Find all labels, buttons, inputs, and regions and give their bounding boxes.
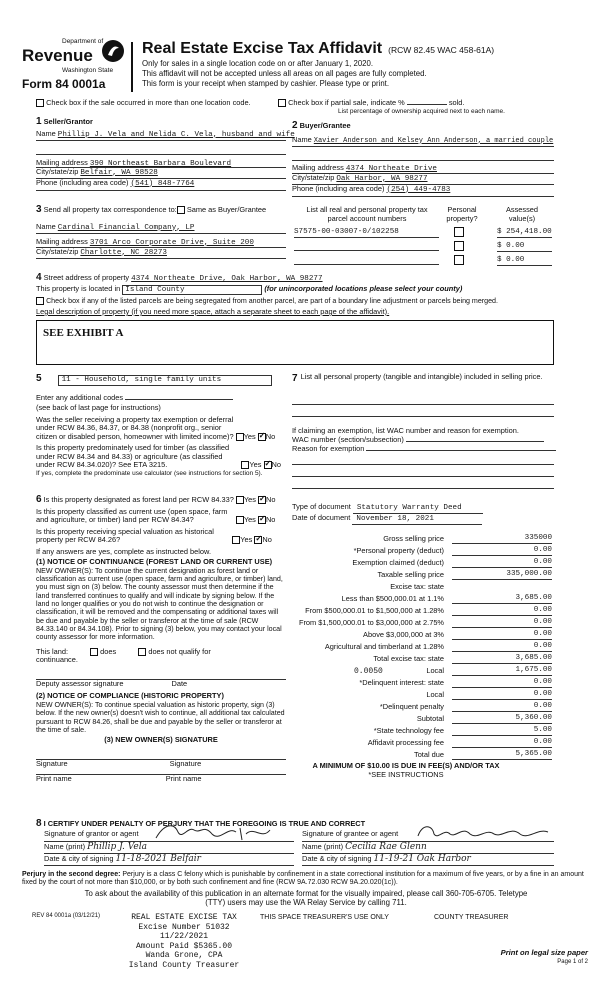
parcel-value[interactable]: $ 0.00 xyxy=(497,256,552,266)
assessed-heading-1: Assessed xyxy=(505,205,539,214)
stamp-line-6: Island County Treasurer xyxy=(128,960,240,970)
parcels-heading-2: parcel account numbers xyxy=(327,213,407,223)
corr-city[interactable]: Charlotte, NC 28273 xyxy=(80,248,167,257)
parcel-value[interactable]: $ 0.00 xyxy=(497,242,552,252)
parcels-heading-1: List all real and personal property tax xyxy=(306,205,428,214)
tax-row xyxy=(292,629,554,641)
no-label: No xyxy=(265,515,276,525)
deputy-sig-label: Deputy assessor signature xyxy=(36,678,124,688)
grantor-date-label: Date & city of signing xyxy=(44,854,114,863)
legal-description-box[interactable] xyxy=(36,320,554,365)
forest-yes-checkbox[interactable] xyxy=(236,496,244,504)
tax-row xyxy=(292,641,554,653)
tax-row-value[interactable]: 0.00 xyxy=(452,546,552,556)
does-not-checkbox[interactable] xyxy=(138,648,146,656)
minimum-note: A MINIMUM OF $10.00 IS DUE IN FEE(S) AND/OR TAX xyxy=(312,761,500,770)
buyer-section: 2 Buyer/Grantee Name Xavier Anderson and Kelsey Ann Anderson, a married couple Mailing address 4374 Northeate Drive City/state/zip Oak Harbor, WA 98277 Phone (including area code) (254) 449-4783 xyxy=(292,116,554,197)
owner-sig-label: Signature xyxy=(169,758,202,768)
notice-3-heading: (3) NEW OWNER(S) SIGNATURE xyxy=(104,735,218,745)
yes-label: Yes xyxy=(249,460,262,470)
q2-line-a: Is this property predominately used for timber (as classified xyxy=(36,443,230,453)
personal-property-heading: List all personal property (tangible and intangible) included in selling price. xyxy=(300,372,543,381)
tax-row-label: Taxable selling price xyxy=(377,570,444,579)
ownership-note: List percentage of ownership acquired next to each name. xyxy=(338,108,505,115)
yes-label: Yes xyxy=(243,515,256,525)
parcel-row xyxy=(292,228,554,240)
tax-table xyxy=(292,533,554,779)
parcel-row xyxy=(292,256,554,268)
treasurer-only: THIS SPACE TREASURER'S USE ONLY xyxy=(260,914,389,921)
certify-text: I CERTIFY UNDER PENALTY OF PERJURY THAT THE FOREGOING IS TRUE AND CORRECT xyxy=(43,819,366,828)
grantor-print-label: Name (print) xyxy=(44,842,86,851)
see-back-note: (see back of last page for instructions) xyxy=(36,403,161,413)
parcel-row xyxy=(292,242,554,254)
seller-name-label: Name xyxy=(36,128,56,138)
personal-heading-2: property? xyxy=(446,213,478,223)
does-label: does xyxy=(100,646,117,656)
doc-date-row xyxy=(292,514,482,525)
reason-label: Reason for exemption xyxy=(292,443,365,453)
partial-sale-label: Check box if partial sale, indicate % xyxy=(288,98,405,107)
segregated-label: Check box if any of the listed parcels are being segregated from another parcel, are part of a boundary line adjustment or parcels being merged. xyxy=(46,297,498,306)
q1-line-b: under RCW 84.36, 84.37, or 84.38 (nonprofit org., senior xyxy=(36,423,222,433)
see-instructions: *SEE INSTRUCTIONS xyxy=(368,769,444,779)
corr-name[interactable]: Cardinal Financial Company, LP xyxy=(57,223,195,232)
same-as-buyer-label: Same as Buyer/Grantee xyxy=(186,205,267,214)
no-label: No xyxy=(266,495,276,504)
corr-mail[interactable]: 3701 Arco Corporate Drive, Suite 200 xyxy=(89,238,254,247)
tax-row-value[interactable]: 335,000.00 xyxy=(452,570,552,580)
county-treasurer: COUNTY TREASURER xyxy=(434,914,509,921)
tax-row xyxy=(292,737,554,749)
seller-mail-label: Mailing address xyxy=(36,157,88,167)
tax-row-label: Local xyxy=(426,690,444,699)
parcel-number[interactable] xyxy=(294,256,439,265)
tax-row-value[interactable]: 0.00 xyxy=(452,558,552,568)
grantee-sig-label: Signature of grantee or agent xyxy=(302,829,399,838)
tax-row-value[interactable]: 3,685.00 xyxy=(452,654,552,664)
tax-row-value[interactable]: 0.00 xyxy=(452,738,552,748)
grantor-signature-block xyxy=(44,830,294,866)
buyer-city-label: City/state/zip xyxy=(292,172,335,182)
tax-row-label: Above $3,000,000 at 3% xyxy=(363,630,444,639)
buyer-city[interactable]: Oak Harbor, WA 98277 xyxy=(336,174,428,183)
grantor-sig-label: Signature of grantor or agent xyxy=(44,829,139,838)
owner-sig-label: Signature xyxy=(36,758,68,768)
section-7: 7 List all personal property (tangible and intangible) included in selling price. If claiming an exemption, list WAC number and reason for exemption. WAC number (section/subsection) Reason for exemption xyxy=(292,373,554,489)
alt-format-1: To ask about the availability of this publication in an alternate format for the visually impaired, please call 360-705-6705. Teletype xyxy=(84,889,528,898)
parcel-value[interactable]: $ 254,418.00 xyxy=(497,228,552,236)
q1-yes-checkbox[interactable] xyxy=(236,433,244,441)
tax-row-value[interactable]: 0.00 xyxy=(452,702,552,712)
seller-section: 1 Seller/Grantor Name Phillip J. Vela and Nelida C. Vela, husband and wife Mailing address 390 Northeast Barbara Boulevard City/state/zip Belfair, WA 98528 Phone (including area code) (541) 848-7764 xyxy=(36,116,286,191)
exemption-label: If claiming an exemption, list WAC number and reason for exemption. xyxy=(292,425,519,435)
q1-no-checkbox[interactable] xyxy=(258,433,266,441)
notice-1-body: NEW OWNER(S): To continue the current designation as forest land or classification as current use (open space, farm and agriculture, or timber) land, you must sign on (3) below. The county assessor must then determine if the land transferred continues to qualify and will indicate by signing below. If the land no longer qualifies or you do not wish to continue the designation or classification, it will be removed and the compensating or additional taxes will be due and payable by the seller or transferor at the time of sale (RCW 84.33.140 or 84.34.108). Prior to signing (3) below, you may contact your local county assessor for more information. xyxy=(36,566,283,642)
tax-row-label: Exemption claimed (deduct) xyxy=(352,558,444,567)
dept-line2: Washington State xyxy=(62,67,114,74)
tax-row-label: Less than $500,000.01 at 1.1% xyxy=(341,594,444,603)
stamp-line-4: Amount Paid $5365.00 xyxy=(135,941,232,951)
grantee-print-label: Name (print) xyxy=(302,842,344,851)
yes-label: Yes xyxy=(243,495,256,504)
section-6: 6 Is this property designated as forest land per RCW 84.33? Yes ✓ No Is this property classified as current use (open space, farm and agriculture, or timber) land per RCW 84.34? Yes ✓ No Is this property receiving special valuation as historical property per RCW 84.26? Yes ✓ No If any answers are yes, complete as instructed below. (1) NOTICE OF CONTINUANCE (FOREST LAND OR CURRENT USE) NEW OWNER(S): To continue the current designation as forest land or classification as current use (open space, farm and agriculture, or timber) land, you must sign on (3) below. The county assessor must then determine if the land transferred continues to qualify and will indicate by signing below. If the land no longer qualifies or you do not wish to continue the designation or classification, it will be removed and the compensating or additional taxes will be due and payable by the seller or transferor at the time of sale (RCW 84.33.140 or 84.34.108). Prior to signing (3) below, you may contact your local county assessor for more information. This land: does does not qualify for continuance. Deputy assessor signature Date (2) NOTICE OF COMPLIANCE (HISTORIC PROPERTY) NEW OWNER(S): To continue special valuation as historic property, sign (3) below. If the new owner(s) doesn't wish to continue, all additional tax calculated pursuant to RCW 84.26, shall be due and payable by the seller or transferor at the time of sale. (3) NEW OWNER(S) SIGNATURE Signature Signature Print name Print name xyxy=(36,494,286,784)
q2-line-d: If yes, complete the predominate use calculator (see instructions for section 5). xyxy=(36,469,263,477)
instruction-1: Only for sales in a single location code on or after January 1, 2020. xyxy=(142,59,374,68)
sold-label: sold. xyxy=(448,98,465,107)
buyer-phone[interactable]: (254) 449-4783 xyxy=(386,185,451,194)
grantee-signature-block xyxy=(302,830,554,866)
section-5: 5 11 - Household, single family units Enter any additional codes (see back of last page for instructions) Was the seller receiving a property tax exemption or deferral under RCW 84.36, 84.37, or 84.38 (nonprofit org., senior citizen or disabled person, homeowner with limited income)? Yes ✓ No Is this property predominately used for timber (as classified under RCW 84.34 and 84.33) or agriculture (as classified under RCW 84.34.020)? See ETA 3215. Yes ✓ No If yes, complete the predominate use calculator (see instructions for section 5). xyxy=(36,373,286,477)
seller-city-label: City/state/zip xyxy=(36,166,79,176)
legal-description-label: Legal description of property (if you need more space, attach a separate sheet to each page of the affidavit). xyxy=(36,306,390,316)
tax-row xyxy=(292,713,554,725)
tax-row-label: *Delinquent penalty xyxy=(379,702,444,711)
form-title: Real Estate Excise Tax Affidavit xyxy=(142,40,383,57)
buyer-mail-label: Mailing address xyxy=(292,162,344,172)
tax-row xyxy=(292,557,554,569)
perjury-note xyxy=(22,871,590,887)
buyer-phone-label: Phone (including area code) xyxy=(292,183,385,193)
local-tax-row xyxy=(292,665,554,677)
parcel-personal-checkbox[interactable] xyxy=(454,255,464,265)
notice-1-heading: (1) NOTICE OF CONTINUANCE (FOREST LAND OR CURRENT USE) xyxy=(36,557,273,567)
located-label: This property is located in xyxy=(36,283,121,293)
q2-line-c: under RCW 84.34.020)? See ETA 3215. xyxy=(36,460,168,470)
seller-mail[interactable]: 390 Northeast Barbara Boulevard xyxy=(89,159,232,168)
tax-row xyxy=(292,677,554,689)
tax-row-label: Affidavit processing fee xyxy=(367,738,444,747)
tax-row-label: *State technology fee xyxy=(373,726,444,735)
partial-sale-check[interactable] xyxy=(278,99,464,108)
use-code-select[interactable]: 11 - Household, single family units xyxy=(58,375,272,386)
seller-city[interactable]: Belfair, WA 98528 xyxy=(80,168,158,177)
seller-name[interactable]: Phillip J. Vela and Nelida C. Vela, husband and wife xyxy=(57,130,295,139)
county-select[interactable]: Island County xyxy=(122,285,262,296)
historic-q-a: Is this property receiving special valuation as historical xyxy=(36,526,214,536)
tax-row-label: Total due xyxy=(414,750,444,759)
no-label: No xyxy=(265,431,276,441)
tax-row-value[interactable]: 0.00 xyxy=(452,630,552,640)
doc-date[interactable]: November 18, 2021 xyxy=(352,515,482,525)
unincorp-note: (for unincorporated locations please select your county) xyxy=(264,283,463,293)
deputy-date-label: Date xyxy=(171,678,188,688)
corr-name-label: Name xyxy=(36,221,56,231)
buyer-name-label: Name xyxy=(292,134,312,144)
grantor-date[interactable]: 11-18-2021 Belfair xyxy=(115,854,201,864)
form-citation: (RCW 82.45 WAC 458-61A) xyxy=(388,45,495,55)
seller-phone[interactable]: (541) 848-7764 xyxy=(130,179,195,188)
multi-location-label: Check box if the sale occurred in more than one location code. xyxy=(46,98,251,107)
tax-row xyxy=(292,701,554,713)
local-label: Local xyxy=(426,666,444,675)
header xyxy=(22,38,582,98)
owner-print-label: Print name xyxy=(165,774,202,784)
q2-no-checkbox[interactable] xyxy=(264,461,272,469)
historic-q-b: property per RCW 84.26? xyxy=(36,535,121,545)
does-checkbox[interactable] xyxy=(90,648,98,656)
stamp-line-1: REAL ESTATE EXCISE TAX xyxy=(131,913,237,922)
segregated-checkbox[interactable] xyxy=(36,297,44,305)
grantor-print[interactable]: Phillip J. Vela xyxy=(87,842,148,852)
form-number: Form 84 0001a xyxy=(22,77,106,91)
tax-row xyxy=(292,581,554,593)
buyer-mail[interactable]: 4374 Northeate Drive xyxy=(345,164,437,173)
owner-print-label: Print name xyxy=(36,774,72,784)
tax-row-value[interactable]: 5.00 xyxy=(452,726,552,736)
treasurer-stamp xyxy=(110,913,258,971)
current-use-q-b: and agriculture, or timber) land per RCW 84.34? xyxy=(36,515,194,525)
notice-2-heading: (2) NOTICE OF COMPLIANCE (HISTORIC PROPERTY) xyxy=(36,691,224,701)
buyer-name[interactable]: Xavier Anderson and Kelsey Ann Anderson, a married couple xyxy=(313,136,554,145)
tax-row-label: From $1,500,000.01 to $3,000,000 at 2.75% xyxy=(298,618,444,627)
tax-row-value[interactable]: 5,360.00 xyxy=(452,714,552,724)
page-number: Page 1 of 2 xyxy=(557,959,588,965)
grantee-print[interactable]: Cecilia Rae Glenn xyxy=(345,842,427,852)
dept-line1: Department of xyxy=(62,38,104,45)
tax-row-label: Gross selling price xyxy=(383,534,444,543)
tax-row-label: *Personal property (deduct) xyxy=(353,546,444,555)
tax-row-value[interactable]: 335000 xyxy=(452,534,552,544)
multi-location-checkbox[interactable] xyxy=(36,99,44,107)
dept-name: Revenue xyxy=(22,46,93,65)
street-address[interactable]: 4374 Northeate Drive, Oak Harbor, WA 98277 xyxy=(131,275,323,283)
yes-label: Yes xyxy=(240,535,253,545)
corr-mail-label: Mailing address xyxy=(36,236,88,246)
tax-row-value[interactable]: 3,685.00 xyxy=(452,594,552,604)
exhibit-text: SEE EXHIBIT A xyxy=(43,327,124,339)
stamp-line-3: 11/22/2021 xyxy=(159,932,208,942)
additional-codes-label: Enter any additional codes xyxy=(36,392,124,402)
current-use-q-a: Is this property classified as current use (open space, farm xyxy=(36,506,228,516)
tax-row-label: Excise tax: state xyxy=(390,582,444,591)
wac-label: WAC number (section/subsection) xyxy=(292,435,404,445)
q1-line-a: Was the seller receiving a property tax exemption or deferral xyxy=(36,414,234,424)
historic-yes-checkbox[interactable] xyxy=(232,536,240,544)
tax-row-value[interactable]: 0.00 xyxy=(452,618,552,628)
tax-row xyxy=(292,617,554,629)
no-label: No xyxy=(262,535,272,545)
tax-row xyxy=(292,689,554,701)
tax-row-label: Subtotal xyxy=(416,714,444,723)
grantor-signature[interactable] xyxy=(154,820,294,844)
continuance-label: continuance. xyxy=(36,655,78,665)
no-label: No xyxy=(271,460,281,470)
legal-size-note: Print on legal size paper xyxy=(500,948,588,957)
tax-row-value[interactable]: 5,365.00 xyxy=(452,750,552,760)
multi-location-check[interactable] xyxy=(36,99,251,108)
tax-row-value[interactable]: 0.00 xyxy=(452,606,552,616)
q1-line-c: citizen or disabled person, homeowner with limited income)? xyxy=(36,431,234,441)
local-rate: 0.0050 xyxy=(354,667,383,676)
revision: REV 84 0001a (03/12/21) xyxy=(32,913,101,919)
doc-type-label: Type of document xyxy=(292,502,351,511)
seller-phone-label: Phone (including area code) xyxy=(36,177,129,187)
tax-row xyxy=(292,749,554,761)
perjury-lead: Perjury in the second degree: xyxy=(22,871,121,878)
stamp-line-2: Excise Number 51032 xyxy=(138,922,230,932)
tax-row-value[interactable]: 0.00 xyxy=(452,642,552,652)
instruction-3: This form is your receipt when stamped by cashier. Please type or print. xyxy=(142,79,390,88)
form-title-row xyxy=(142,40,494,58)
alt-format-2: (TTY) users may use the WA Relay Service by calling 711. xyxy=(205,898,407,908)
buyer-heading: Buyer/Grantee xyxy=(299,121,351,130)
alt-format-note xyxy=(22,889,590,908)
tax-row xyxy=(292,605,554,617)
doc-type[interactable]: Statutory Warranty Deed xyxy=(353,504,483,514)
grantee-date-label: Date & city of signing xyxy=(302,854,372,863)
q2-line-b: under RCW 84.34 and 84.33) or agriculture (as classified xyxy=(36,451,223,461)
tax-row-label: Agricultural and timberland at 1.28% xyxy=(324,642,444,651)
yes-label: Yes xyxy=(243,431,256,441)
tax-row-value[interactable] xyxy=(452,582,552,592)
tax-row-label: Total excise tax: state xyxy=(373,654,444,663)
tax-row-value[interactable]: 0.00 xyxy=(452,690,552,700)
property-section: 4 Street address of property 4374 Northeate Drive, Oak Harbor, WA 98277 This property is located in Island County (for unincorporated locations please select your county) Check box if any of the listed parcels are being segregated from another parcel, are part of a boundary line adjustment or parcels being merged. Legal description of property (if you need more space, attach a separate sheet to each page of the affidavit). xyxy=(36,272,566,316)
forest-question: Is this property designated as forest land per RCW 84.33? xyxy=(43,495,234,504)
street-label: Street address of property xyxy=(43,273,130,282)
tax-row-label: From $500,000.01 to $1,500,000 at 1.28% xyxy=(305,606,444,615)
tax-row-label: *Delinquent interest: state xyxy=(359,678,444,687)
seller-heading: Seller/Grantor xyxy=(43,117,93,126)
tax-row xyxy=(292,533,554,545)
parcel-personal-checkbox[interactable] xyxy=(454,241,464,251)
tax-row xyxy=(292,653,554,665)
correspondence-heading: Send all property tax correspondence to: xyxy=(43,205,177,214)
notice-2-body: NEW OWNER(S): To continue special valuation as historic property, sign (3) below. If the new owner(s) doesn't wish to continue, all additional tax calculated pursuant to RCW 84.26, shall be due and payable by the seller or transferor at the time of sale. xyxy=(36,700,285,734)
grantee-signature[interactable] xyxy=(414,820,554,844)
parcel-number[interactable] xyxy=(294,242,439,251)
corr-city-label: City/state/zip xyxy=(36,246,79,256)
does-not-label: does not qualify for xyxy=(148,646,211,656)
forest-no-checkbox[interactable] xyxy=(258,496,266,504)
tax-row xyxy=(292,545,554,557)
tax-row xyxy=(292,725,554,737)
parcel-personal-checkbox[interactable] xyxy=(454,227,464,237)
partial-sale-checkbox[interactable] xyxy=(278,99,286,107)
same-as-buyer-checkbox[interactable] xyxy=(177,206,185,214)
perjury-text: Perjury is a class C felony which is punishable by confinement in a state correctional institution for a maximum of five years, or by a fine in an amount fixed by the court of not more than $10,000, or by both such confinement and fine (RCW 9A.72.030 RCW 9A.20.020(1c)). xyxy=(22,871,584,887)
any-yes-note: If any answers are yes, complete as instructed below. xyxy=(36,546,211,556)
doc-date-label: Date of document xyxy=(292,513,351,522)
correspondence-section: 3 Send all property tax correspondence to: Same as Buyer/Grantee Name Cardinal Financial Company, LP Mailing address 3701 Arco Corporate Drive, Suite 200 City/state/zip Charlotte, NC 28273 xyxy=(36,204,286,259)
tax-row xyxy=(292,593,554,605)
stamp-line-5: Wanda Grone, CPA xyxy=(145,951,223,961)
section-8: 8 I CERTIFY UNDER PENALTY OF PERJURY THAT THE FOREGOING IS TRUE AND CORRECT xyxy=(36,818,366,829)
current-use-no-checkbox[interactable] xyxy=(258,516,266,524)
tax-row xyxy=(292,569,554,581)
grantee-date[interactable]: 11-19-21 Oak Harbor xyxy=(373,854,471,864)
parcel-number[interactable]: S7575-00-03007-0/102258 xyxy=(294,228,439,238)
assessed-heading-2: value(s) xyxy=(508,213,536,223)
current-use-yes-checkbox[interactable] xyxy=(236,516,244,524)
tax-row-value[interactable]: 0.00 xyxy=(452,678,552,688)
revenue-logo-icon xyxy=(102,40,124,62)
q2-yes-checkbox[interactable] xyxy=(241,461,249,469)
local-value[interactable]: 1,675.00 xyxy=(452,666,552,676)
personal-heading-1: Personal xyxy=(447,205,477,214)
this-land-label: This land: xyxy=(36,646,69,656)
instruction-2: This affidavit will not be accepted unless all areas on all pages are fully completed. xyxy=(142,69,427,78)
historic-no-checkbox[interactable] xyxy=(254,536,262,544)
